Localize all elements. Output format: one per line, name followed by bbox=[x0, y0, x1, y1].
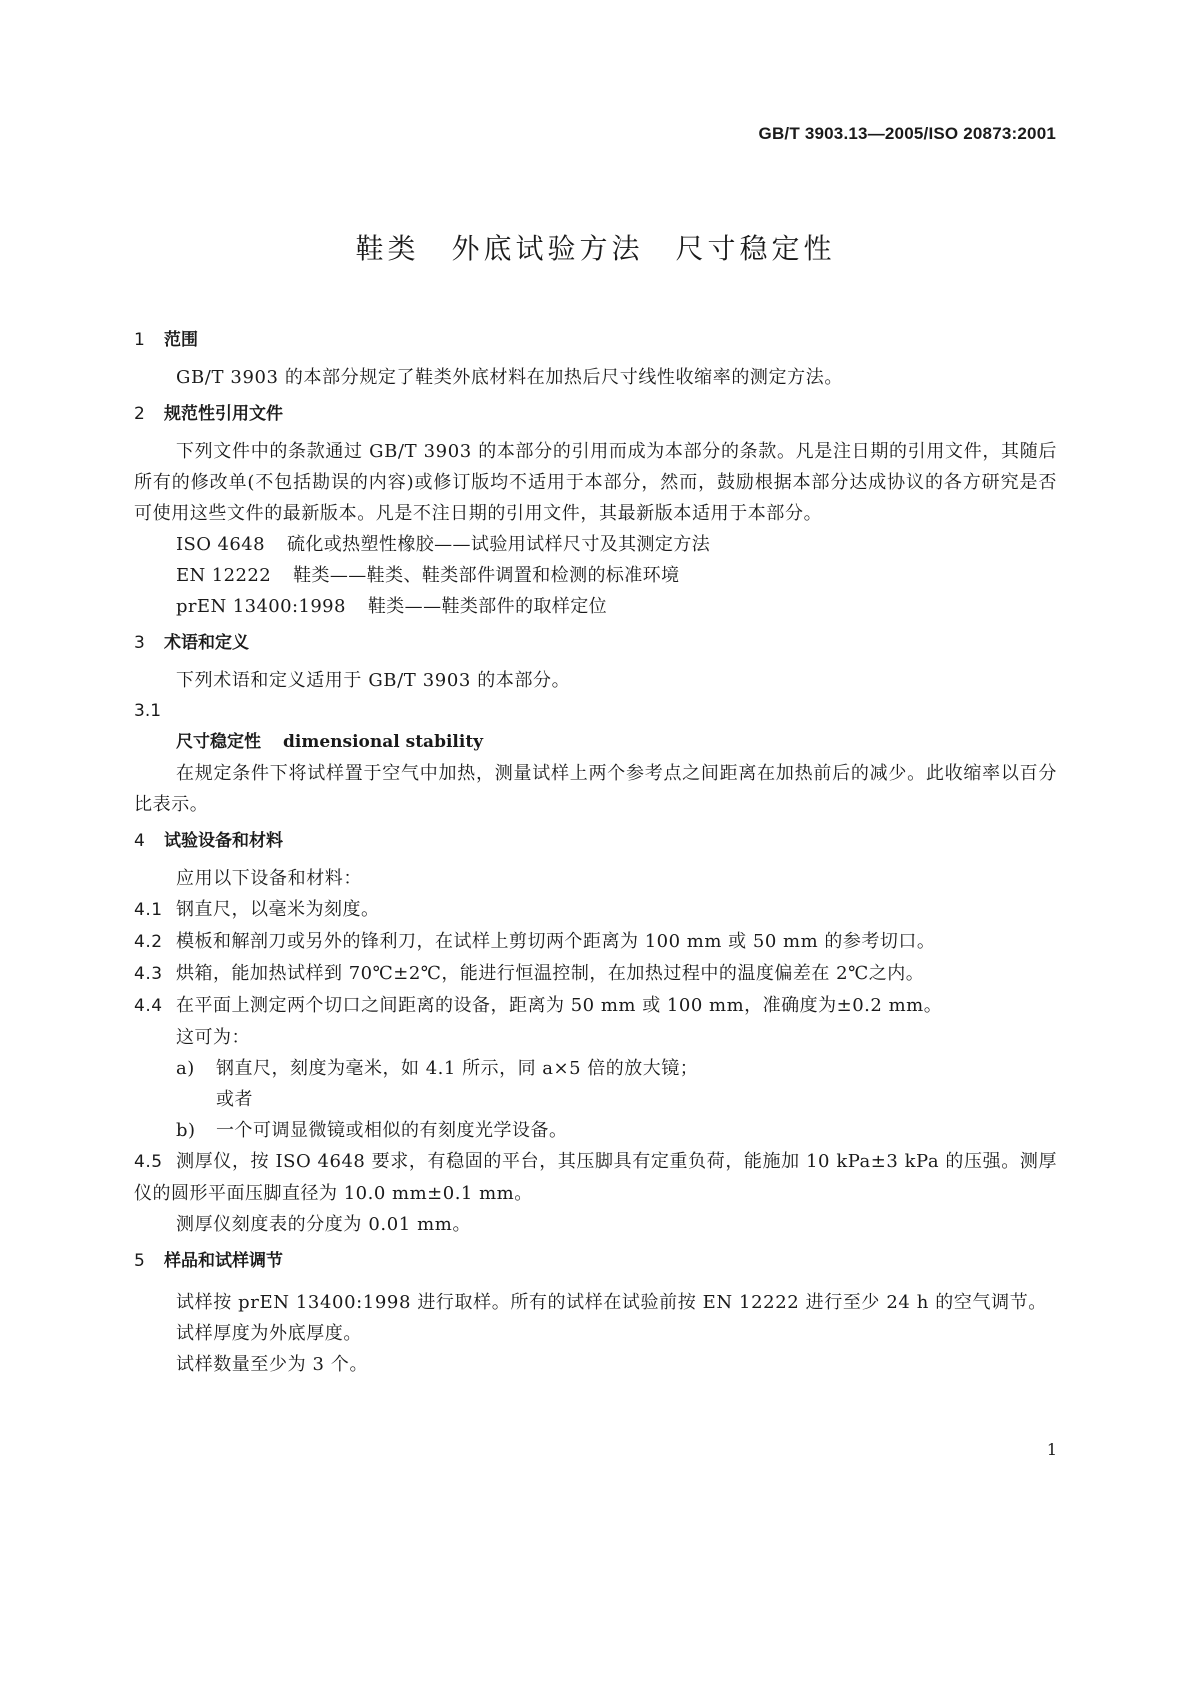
page-number: 1 bbox=[1046, 1440, 1057, 1459]
section-5-paragraph: 试样按 prEN 13400:1998 进行取样。所有的试样在试验前按 EN 12222 进行至少 24 h 的空气调节。 bbox=[176, 1292, 1047, 1313]
clause-number: 3.1 bbox=[134, 701, 162, 721]
section-5-paragraph: 试样数量至少为 3 个。 bbox=[176, 1354, 369, 1375]
option-b: b) 一个可调显微镜或相似的有刻度光学设备。 bbox=[176, 1120, 568, 1141]
term-heading: 尺寸稳定性 dimensional stability bbox=[176, 732, 484, 752]
section-heading-3: 3 术语和定义 bbox=[134, 633, 249, 653]
standard-code: GB/T 3903.13—2005/ISO 20873:2001 bbox=[758, 124, 1056, 143]
section-1-paragraph: GB/T 3903 的本部分规定了鞋类外底材料在加热后尺寸线性收缩率的测定方法。 bbox=[176, 367, 843, 388]
section-2-paragraph: 下列文件中的条款通过 GB/T 3903 的本部分的引用而成为本部分的条款。凡是注日期的引用文件，其随后所有的修改单(不包括勘误的内容)或修订版均不适用于本部分，然而，鼓励根据本部分达成协议的各方研究是否可使用这些文件的最新版本。凡是不注日期的引用文件，其最新版本适用于本部分。 bbox=[134, 441, 1057, 524]
section-heading-4: 4 试验设备和材料 bbox=[134, 831, 283, 851]
section-3-paragraph: 下列术语和定义适用于 GB/T 3903 的本部分。 bbox=[176, 670, 571, 691]
section-4-intro: 应用以下设备和材料： bbox=[176, 868, 362, 889]
list-item: 4.3 烘箱，能加热试样到 70℃±2℃，能进行恒温控制，在加热过程中的温度偏差在 2℃之内。 bbox=[134, 963, 925, 984]
section-heading-1: 1 范围 bbox=[134, 330, 198, 350]
list-item: 4.2 模板和解剖刀或另外的锋利刀，在试样上剪切两个距离为 100 mm 或 50 mm 的参考切口。 bbox=[134, 931, 936, 952]
list-item: 4.4 在平面上测定两个切口之间距离的设备，距离为 50 mm 或 100 mm，准确度为±0.2 mm。 bbox=[134, 995, 943, 1016]
list-item: 4.1 钢直尺，以毫米为刻度。 bbox=[134, 899, 380, 920]
page-title: 鞋类 外底试验方法 尺寸稳定性 bbox=[355, 232, 836, 265]
section-heading-5: 5 样品和试样调节 bbox=[134, 1251, 283, 1271]
option-a: a) 钢直尺，刻度为毫米，如 4.1 所示，同 a×5 倍的放大镜； bbox=[176, 1058, 699, 1079]
normative-reference: prEN 13400:1998 鞋类——鞋类部件的取样定位 bbox=[176, 596, 608, 617]
section-heading-2: 2 规范性引用文件 bbox=[134, 404, 283, 424]
list-item-continuation: 测厚仪刻度表的分度为 0.01 mm。 bbox=[176, 1214, 472, 1235]
term-definition: 在规定条件下将试样置于空气中加热，测量试样上两个参考点之间距离在加热前后的减少。此收缩率以百分比表示。 bbox=[134, 763, 1057, 815]
normative-reference: ISO 4648 硫化或热塑性橡胶——试验用试样尺寸及其测定方法 bbox=[176, 534, 711, 555]
list-note: 这可为： bbox=[176, 1027, 250, 1048]
normative-reference: EN 12222 鞋类——鞋类、鞋类部件调置和检测的标准环境 bbox=[176, 565, 680, 586]
list-item: 4.5 测厚仪，按 ISO 4648 要求，有稳固的平台，其压脚具有定重负荷，能施加 10 kPa±3 kPa 的压强。测厚仪的圆形平面压脚直径为 10.0 mm±0.1 mm。 bbox=[134, 1151, 1057, 1204]
section-5-paragraph: 试样厚度为外底厚度。 bbox=[176, 1323, 362, 1344]
document-body bbox=[134, 325, 1057, 1380]
option-or: 或者 bbox=[216, 1089, 253, 1110]
